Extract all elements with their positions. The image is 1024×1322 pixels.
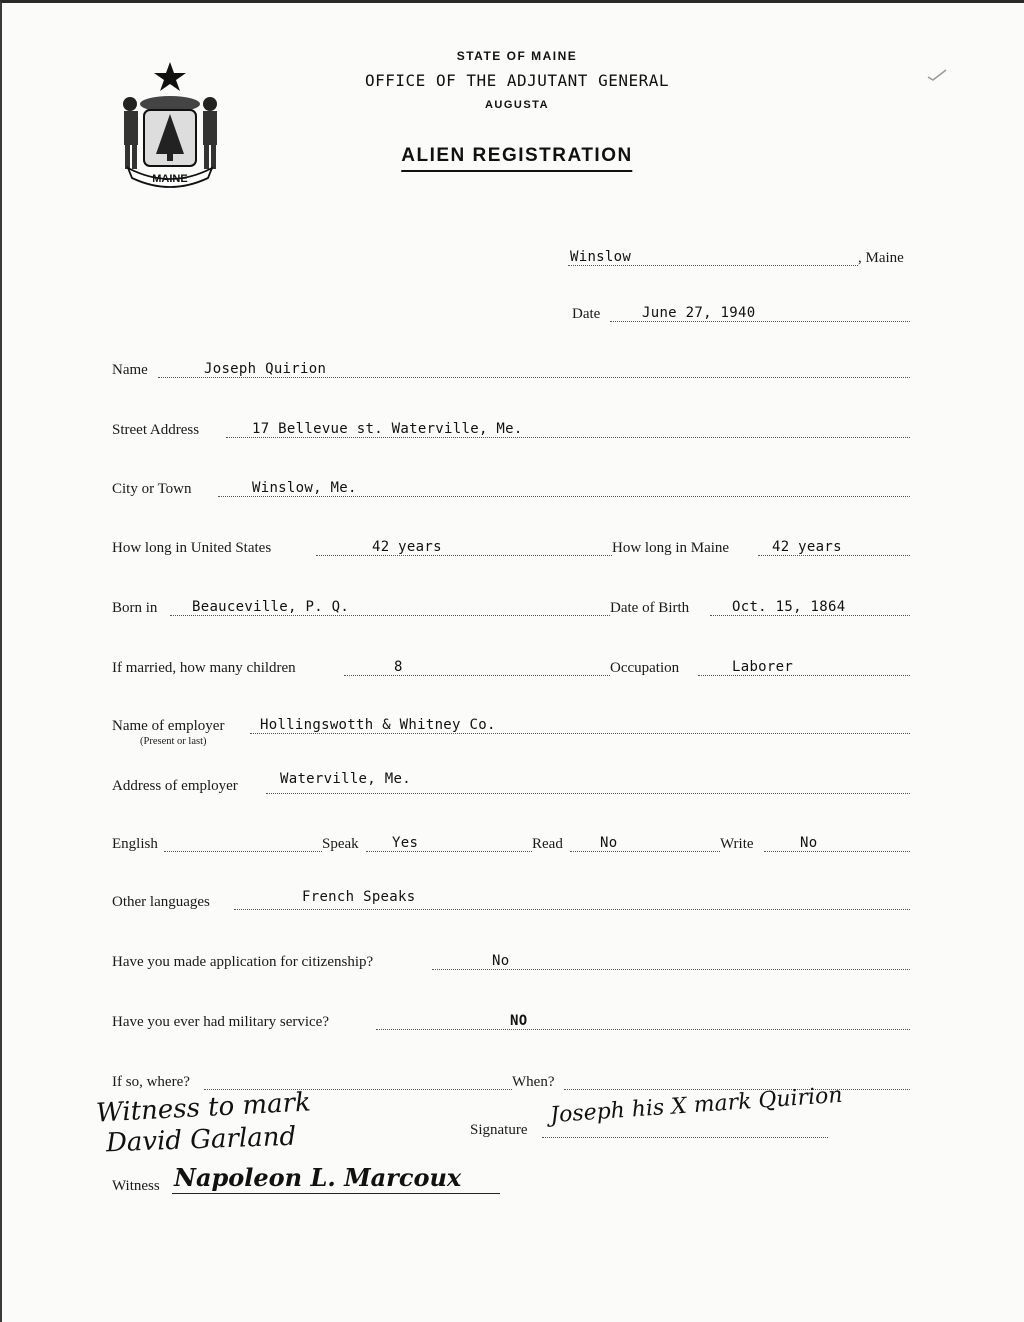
header-city: AUGUSTA — [484, 99, 550, 111]
speak-label: Speak — [322, 836, 359, 852]
military-service-label: Have you ever had military service? — [112, 1014, 329, 1030]
write-value: No — [800, 835, 818, 851]
where-field — [112, 1069, 512, 1095]
witness-note-2: David Garland — [105, 1121, 297, 1159]
date-label: Date — [572, 306, 601, 322]
born-in-field — [112, 595, 610, 621]
street-address-field — [112, 417, 912, 443]
maine-state-seal-icon — [114, 58, 226, 188]
city-town-field — [112, 476, 912, 502]
date-of-birth-field — [610, 595, 912, 621]
check-mark-icon — [926, 67, 948, 83]
signature-label: Signature — [470, 1122, 528, 1138]
write-field — [720, 831, 910, 857]
date-of-birth-value: Oct. 15, 1864 — [732, 599, 846, 615]
other-languages-field — [112, 889, 912, 915]
write-label: Write — [720, 836, 754, 852]
witness-label: Witness — [112, 1178, 160, 1194]
born-in-value: Beauceville, P. Q. — [192, 599, 350, 615]
years-in-us-field — [112, 535, 612, 561]
employer-address-label: Address of employer — [112, 778, 238, 794]
children-value: 8 — [394, 659, 403, 675]
military-service-field — [112, 1009, 912, 1035]
when-label: When? — [512, 1074, 555, 1090]
city-town-label: City or Town — [112, 481, 192, 497]
city-town-value: Winslow, Me. — [252, 480, 357, 496]
employer-field — [112, 713, 912, 739]
years-in-maine-value: 42 years — [772, 539, 842, 555]
seal-banner-text: MAINE — [152, 173, 188, 185]
years-in-us-label: How long in United States — [112, 540, 272, 556]
street-address-value: 17 Bellevue st. Waterville, Me. — [252, 421, 523, 437]
employer-value: Hollingswotth & Whitney Co. — [260, 717, 496, 733]
witness-note-1: Witness to mark — [95, 1087, 312, 1129]
citizenship-field — [112, 949, 912, 975]
where-label: If so, where? — [112, 1074, 190, 1090]
years-in-maine-label: How long in Maine — [612, 540, 730, 556]
employer-address-field — [112, 773, 912, 799]
date-value: June 27, 1940 — [642, 305, 756, 321]
employer-label: Name of employer — [112, 718, 225, 734]
date-field — [572, 301, 912, 327]
signer-mark: Joseph his X mark Quirion — [549, 1082, 844, 1129]
years-in-us-value: 42 years — [372, 539, 442, 555]
english-label: English — [112, 836, 158, 852]
citizenship-label: Have you made application for citizenship? — [112, 954, 374, 970]
witness-signature: Napoleon L. Marcoux — [174, 1163, 462, 1192]
name-field — [112, 357, 912, 383]
read-field — [532, 831, 720, 857]
place-field — [568, 245, 916, 271]
place-value: Winslow — [570, 249, 632, 265]
street-address-label: Street Address — [112, 422, 200, 438]
other-languages-value: French Speaks — [302, 889, 416, 905]
citizenship-value: No — [492, 953, 510, 969]
read-label: Read — [532, 836, 563, 852]
english-field — [112, 831, 322, 857]
form-title: ALIEN REGISTRATION — [401, 145, 632, 172]
place-suffix: , Maine — [858, 250, 904, 266]
header-state: STATE OF MAINE — [456, 49, 578, 63]
speak-field — [322, 831, 532, 857]
read-value: No — [600, 835, 618, 851]
name-value: Joseph Quirion — [204, 361, 327, 377]
employer-address-value: Waterville, Me. — [280, 771, 411, 787]
speak-value: Yes — [392, 835, 419, 851]
occupation-label: Occupation — [610, 660, 680, 676]
children-field — [112, 655, 610, 681]
date-of-birth-label: Date of Birth — [610, 600, 690, 616]
header-office: OFFICE OF THE ADJUTANT GENERAL — [365, 71, 669, 90]
military-service-value: NO — [510, 1013, 528, 1029]
employer-note: (Present or last) — [140, 736, 207, 747]
children-label: If married, how many children — [112, 660, 296, 676]
name-label: Name — [112, 362, 148, 378]
born-in-label: Born in — [112, 600, 158, 616]
occupation-value: Laborer — [732, 659, 794, 675]
other-languages-label: Other languages — [112, 894, 210, 910]
years-in-maine-field — [612, 535, 912, 561]
occupation-field — [610, 655, 912, 681]
